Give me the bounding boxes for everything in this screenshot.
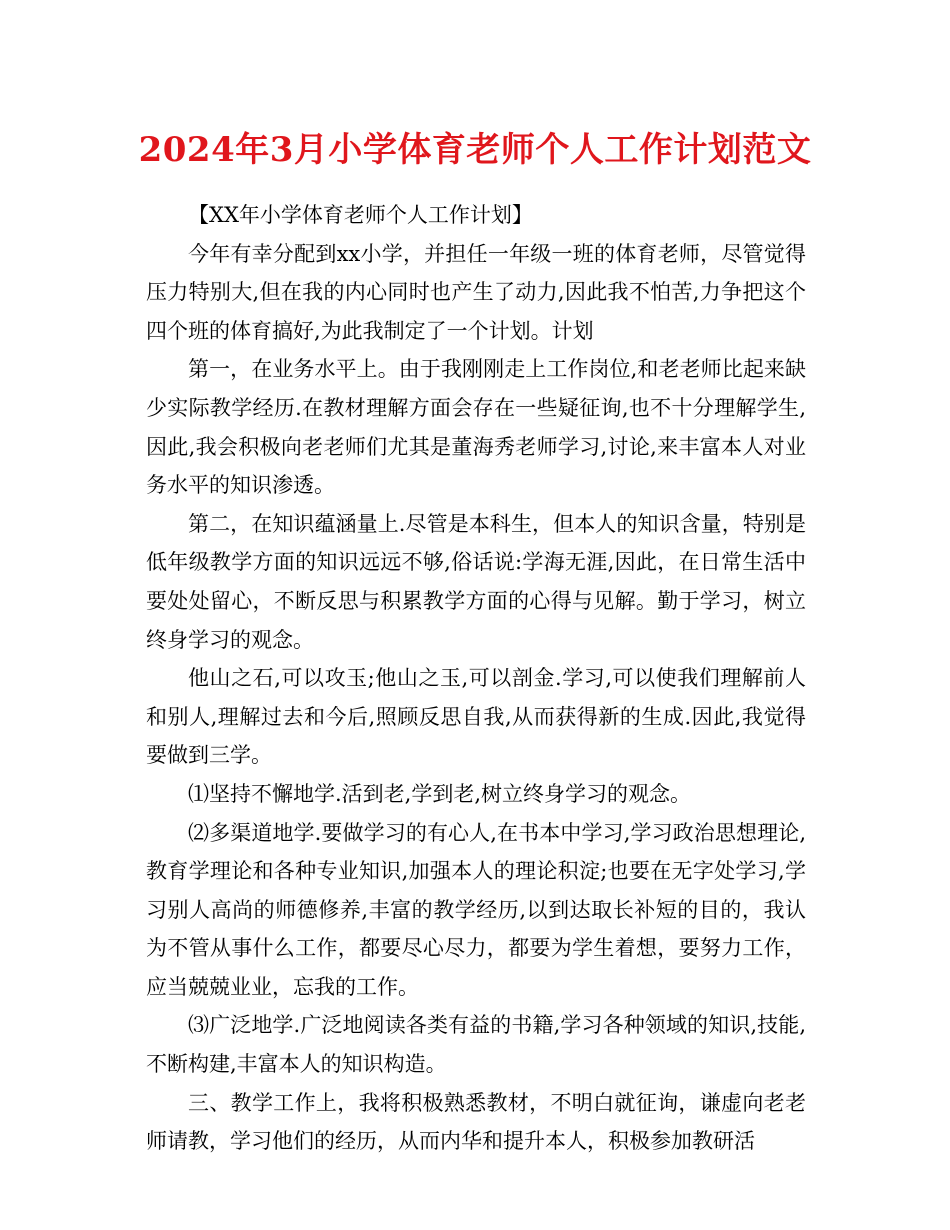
- document-title: 2024年3月小学体育老师个人工作计划范文: [138, 130, 812, 170]
- paragraph-third: 三、教学工作上，我将积极熟悉教材，不明白就征询，谦虚向老老师请教，学习他们的经历，从而内华和提升本人，积极参加教研活: [146, 1090, 806, 1154]
- paragraph-second: 第二，在知识蕴涵量上.尽管是本科生，但本人的知识含量，特别是低年级教学方面的知识远远不够,俗话说:学海无涯,因此，在日常生活中要处处留心，不断反思与积累教学方面的心得与见解。勤于学习，树立终身学习的观念。: [146, 511, 806, 652]
- paragraph-first: 第一，在业务水平上。由于我刚刚走上工作岗位,和老老师比起来缺少实际教学经历.在教材理解方面会存在一些疑征询,也不十分理解学生,因此,我会积极向老老师们尤其是董海秀老师学习,讨论,来丰富本人对业务水平的知识渗透。: [146, 357, 806, 498]
- paragraph-intro: 今年有幸分配到xx小学，并担任一年级一班的体育老师，尽管觉得压力特别大,但在我的内心同时也产生了动力,因此我不怕苦,力争把这个四个班的体育搞好,为此我制定了一个计划。计划: [146, 241, 806, 343]
- paragraph-item-1: ⑴坚持不懈地学.活到老,学到老,树立终身学习的观念。: [188, 781, 692, 806]
- paragraph-proverb: 他山之石,可以攻玉;他山之玉,可以剖金.学习,可以使我们理解前人和别人,理解过去和今后,照顾反思自我,从而获得新的生成.因此,我觉得要做到三学。: [146, 666, 806, 768]
- paragraph-heading: 【XX年小学体育老师个人工作计划】: [188, 203, 533, 227]
- paragraph-item-3: ⑶广泛地学.广泛地阅读各类有益的书籍,学习各种领域的知识,技能,不断构建,丰富本人的知识构造。: [146, 1013, 806, 1077]
- paragraph-item-2: ⑵多渠道地学.要做学习的有心人,在书本中学习,学习政治思想理论,教育学理论和各种专业知识,加强本人的理论积淀;也要在无字处学习,学习别人高尚的师德修养,丰富的教学经历,以到达取长补短的目的，我认为不管从事什么工作，都要尽心尽力，都要为学生着想，要努力工作，应当兢兢业业，忘我的工作。: [146, 820, 806, 999]
- document-body: [146, 196, 806, 1161]
